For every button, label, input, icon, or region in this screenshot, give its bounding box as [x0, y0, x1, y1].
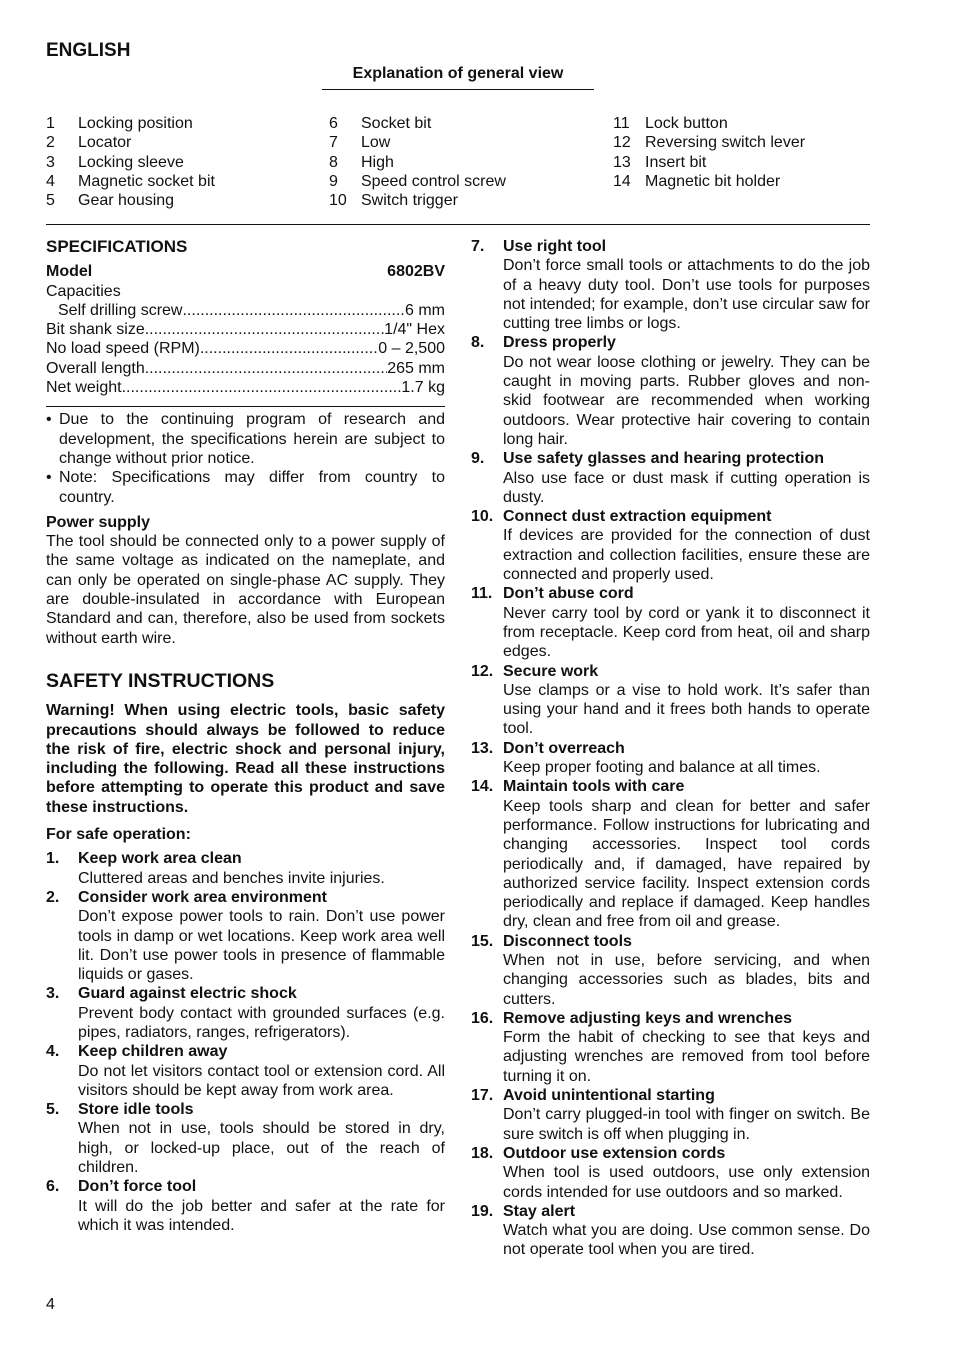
- spec-row: Overall length ..... 265 mm: [46, 359, 445, 378]
- spec-row: Bit shank size ..... 1/4" Hex: [46, 320, 445, 339]
- safety-item: 4. Keep children away Do not let visitors contact tool or extension cord. All visitors should be kept away from work area.: [46, 1043, 445, 1099]
- safety-item: 9. Use safety glasses and hearing protection Also use face or dust mask if cutting operation is dusty.: [471, 450, 870, 506]
- spec-note: • Note: Specifications may differ from country to country.: [46, 469, 445, 506]
- safety-item: 15. Disconnect tools When not in use, before servicing, and when changing accessories such as blades, bits and cutters.: [471, 932, 870, 1008]
- model-row: Model 6802BV: [46, 263, 445, 281]
- safety-item: 7. Use right tool Don’t force small tools or attachments to do the job of a heavy duty tool. Don’t use tools for purposes not intended; for example, don’t use circular saw for cutting tree limbs or logs.: [471, 238, 870, 333]
- legend-column-2: [329, 114, 506, 210]
- legend-item: 7 Low: [329, 134, 391, 152]
- legend-item: 13 Insert bit: [613, 153, 707, 171]
- safety-item: 3. Guard against electric shock Prevent body contact with grounded surfaces (e.g. pipes, radiators, ranges, refrigerators).: [46, 985, 445, 1041]
- spec-row: Net weight ..... 1.7 kg: [46, 378, 445, 397]
- safety-warning: Warning! When using electric tools, basic safety precautions should always be followed to reduce the risk of fire, electric shock and personal injury, including the following. Read all these instructions before attempting to operate this product and save these instructions.: [46, 702, 445, 816]
- section-subtitle: Explanation of general view: [322, 65, 594, 90]
- safety-item: 10. Connect dust extraction equipment If devices are provided for the connection of dust extraction and collection facilities, ensure these are connected and properly used.: [471, 508, 870, 584]
- legend-item: 10 Switch trigger: [329, 192, 458, 210]
- capacities-label: Capacities: [46, 282, 121, 300]
- specifications-heading: SPECIFICATIONS: [46, 237, 188, 256]
- safety-item: 17. Avoid unintentional starting Don’t carry plugged-in tool with finger on switch. Be sure switch is off when plugging in.: [471, 1087, 870, 1143]
- left-column: [46, 237, 445, 1235]
- safety-item: 1. Keep work area clean Cluttered areas and benches invite injuries.: [46, 850, 385, 887]
- page-number: 4: [46, 1296, 55, 1313]
- right-column: [471, 237, 870, 1260]
- legend-item: 14 Magnetic bit holder: [613, 172, 781, 190]
- spec-row: Self drilling screw ..... 6 mm: [46, 301, 445, 320]
- safety-item: 13. Don’t overreach Keep proper footing and balance at all times.: [471, 739, 821, 777]
- safety-item: 6. Don’t force tool It will do the job better and safer at the rate for which it was intended.: [46, 1178, 445, 1234]
- legend-item: 5 Gear housing: [46, 192, 175, 210]
- legend-column-3: [613, 114, 805, 191]
- legend-item: 4 Magnetic socket bit: [46, 172, 215, 190]
- power-supply-text: The tool should be connected only to a power supply of the same voltage as indicated on the nameplate, and can only be operated on single-phase AC supply. They are double-insulated in accordance with European Standard and can, therefore, also be used from sockets without earth wire.: [46, 533, 445, 647]
- spec-note: • Due to the continuing program of research and development, the specifications herein are subject to change without prior notice.: [46, 411, 445, 467]
- legend-item: 2 Locator: [46, 134, 132, 152]
- spec-row: No load speed (RPM) ..... 0 – 2,500: [46, 339, 445, 358]
- legend-item: 6 Socket bit: [329, 115, 432, 132]
- safety-item: 8. Dress properly Do not wear loose clothing or jewelry. They can be caught in moving parts. Rubber gloves and non-skid footwear are recommended when working outdoors. Wear protective hair covering to contain long hair.: [471, 334, 870, 448]
- safety-item: 2. Consider work area environment Don’t expose power tools to rain. Don’t use power tools in damp or wet locations. Keep work area well lit. Don’t use power tools in presence of flammable liquids or gases.: [46, 888, 445, 984]
- power-supply-heading: Power supply: [46, 513, 151, 531]
- language-heading: ENGLISH: [46, 40, 131, 61]
- legend-column-1: [46, 114, 215, 210]
- safety-item: 18. Outdoor use extension cords When tool is used outdoors, use only extension cords intended for use outdoors and so marked.: [471, 1144, 870, 1201]
- safety-item: 5. Store idle tools When not in use, tools should be stored in dry, high, or locked-up place, out of the reach of children.: [46, 1101, 445, 1177]
- legend-item: 1 Locking position: [46, 115, 193, 132]
- safety-item: 19. Stay alert Watch what you are doing. Use common sense. Do not operate tool when you are tired.: [471, 1202, 870, 1259]
- safety-item: 16. Remove adjusting keys and wrenches Form the habit of checking to see that keys and adjusting wrenches are removed from tool before turning it on.: [471, 1009, 870, 1085]
- legend-item: 9 Speed control screw: [329, 172, 506, 190]
- safety-item: 12. Secure work Use clamps or a vise to hold work. It’s safer than using your hand and it frees both hands to operate tool.: [471, 662, 870, 738]
- safety-heading: SAFETY INSTRUCTIONS: [46, 669, 275, 692]
- legend-item: 8 High: [329, 153, 394, 171]
- legend-item: 3 Locking sleeve: [46, 153, 184, 171]
- safety-item: 14. Maintain tools with care Keep tools sharp and clean for better and safer performance. Follow instructions for lubricating and changing accessories. Inspect tool cords periodically and, if damaged, have repaired by authorized service facility. Inspect extension cords periodically and replace if damaged. Keep handles dry, clean and free from oil and grease.: [471, 778, 870, 931]
- legend-item: 11 Lock button: [613, 115, 728, 132]
- spec-divider: [46, 406, 445, 407]
- safety-item: 11. Don’t abuse cord Never carry tool by cord or yank it to disconnect it from receptacle. Keep cord from heat, oil and sharp edges.: [471, 585, 870, 661]
- for-safe-operation: For safe operation:: [46, 826, 191, 844]
- divider: [46, 224, 870, 225]
- legend-item: 12 Reversing switch lever: [613, 134, 806, 152]
